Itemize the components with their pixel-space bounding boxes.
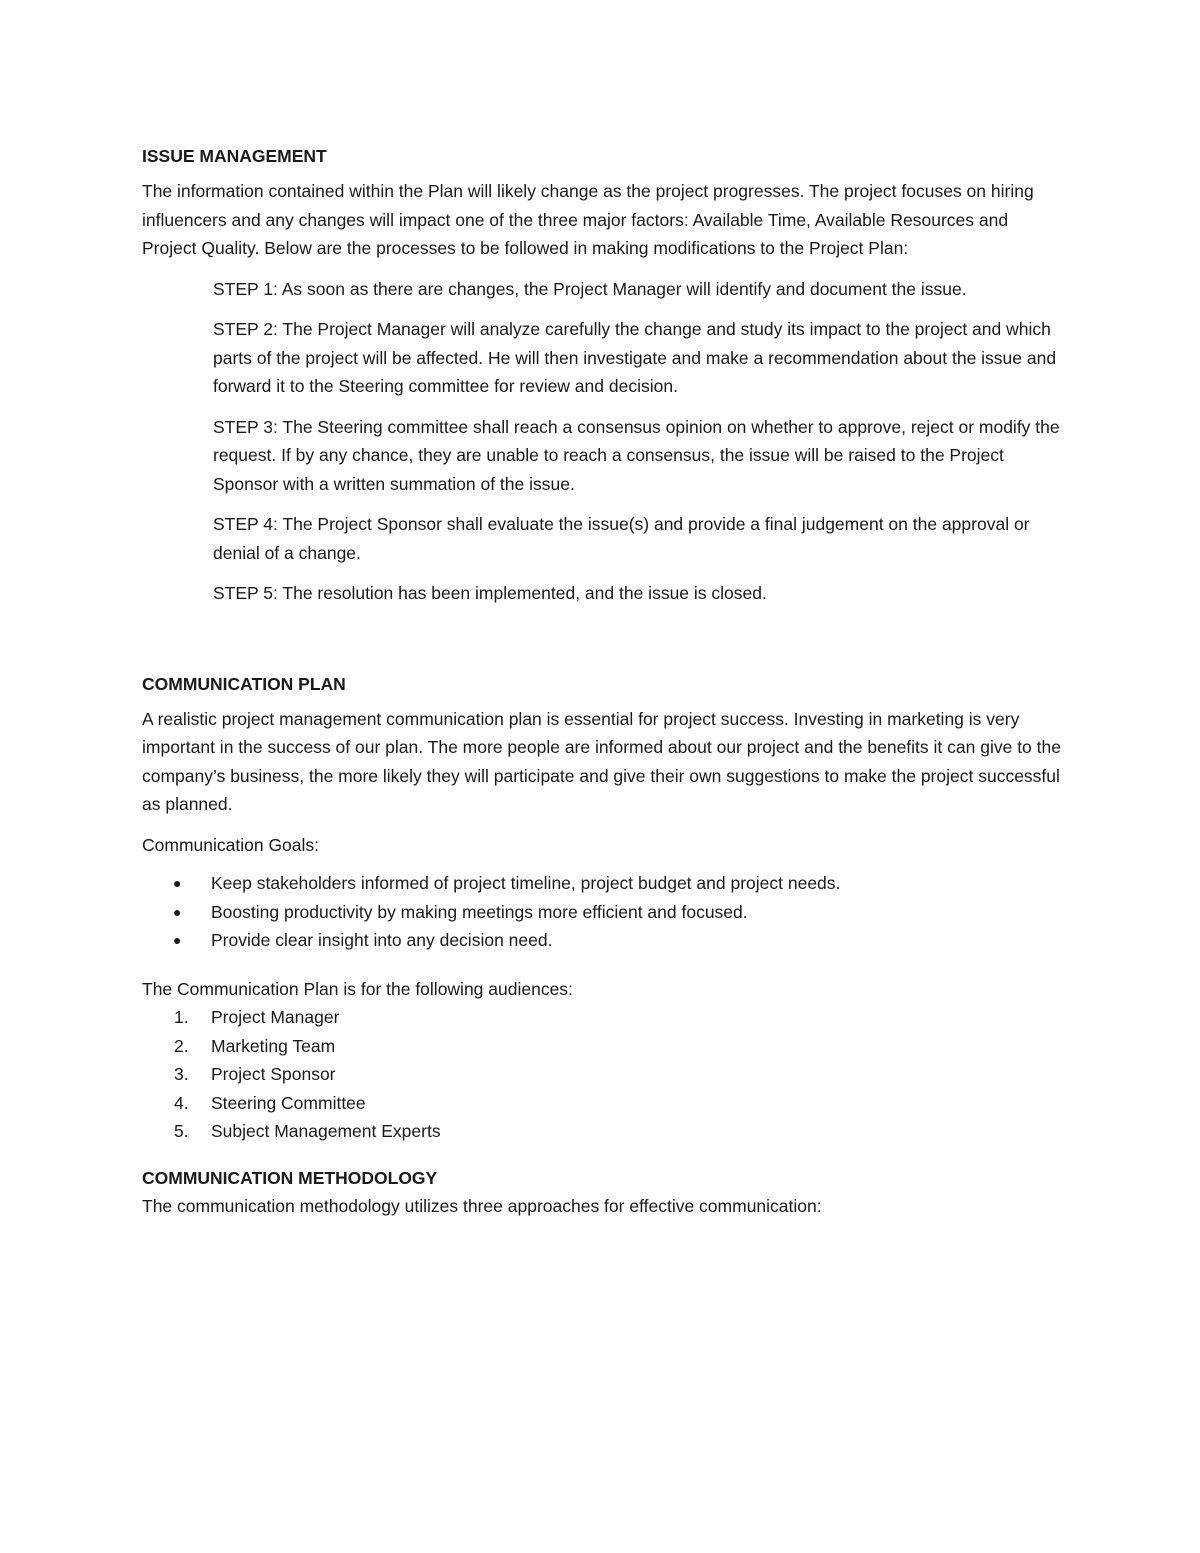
audience-text: Project Sponsor xyxy=(211,1064,336,1084)
list-number: 1. xyxy=(174,1007,189,1027)
list-number: 4. xyxy=(174,1092,189,1113)
list-item xyxy=(142,1003,1062,1032)
document-page xyxy=(142,144,1062,1220)
list-item xyxy=(142,1089,1062,1118)
audience-text: Project Manager xyxy=(211,1007,340,1027)
bullet-icon: ● xyxy=(173,875,182,891)
communication-methodology-heading: COMMUNICATION METHODOLOGY xyxy=(142,1167,438,1188)
list-item xyxy=(142,898,1062,927)
list-number: 5. xyxy=(174,1121,189,1141)
audiences-list xyxy=(142,1003,1062,1146)
list-item xyxy=(142,869,1062,898)
issue-management-intro: The information contained within the Plan will likely change as the project progresses. The project focuses on hiring influencers and any changes will impact one of the three major factors: Available Time, Available Resources and Project Quality. Below are the processes to be followed in making modifications to the Project Plan: xyxy=(142,181,1034,258)
goal-text: Provide clear insight into any decision need. xyxy=(211,930,553,950)
goal-text: Boosting productivity by making meetings more efficient and focused. xyxy=(211,901,748,922)
issue-step-5: STEP 5: The resolution has been implemented, and the issue is closed. xyxy=(213,583,767,603)
communication-plan-intro: A realistic project management communication plan is essential for project success. Investing in marketing is very important in the success of our plan. The more people are informed about our project and the benefits it can give to the company’s business, the more likely they will participate and give their own suggestions to make the project successful as planned. xyxy=(142,708,1061,814)
audience-text: Steering Committee xyxy=(211,1092,366,1113)
issue-step-4: STEP 4: The Project Sponsor shall evaluate the issue(s) and provide a final judgement on the approval or denial of a change. xyxy=(213,514,1030,563)
bullet-icon: ● xyxy=(173,903,182,920)
communication-methodology-intro: The communication methodology utilizes three approaches for effective communication: xyxy=(142,1195,822,1216)
list-number: 2. xyxy=(174,1035,189,1056)
list-item xyxy=(142,926,1062,955)
list-number: 3. xyxy=(174,1064,189,1084)
goal-text: Keep stakeholders informed of project timeline, project budget and project needs. xyxy=(211,873,841,893)
audiences-label: The Communication Plan is for the following audiences: xyxy=(142,978,573,999)
audience-text: Subject Management Experts xyxy=(211,1121,441,1141)
issue-step-2: STEP 2: The Project Manager will analyze carefully the change and study its impact to the project and which parts of the project will be affected. He will then investigate and make a recommendation about the issue and forward it to the Steering committee for review and decision. xyxy=(213,319,1057,396)
list-item xyxy=(142,1117,1062,1146)
issue-management-heading: ISSUE MANAGEMENT xyxy=(142,146,327,166)
section-gap xyxy=(142,608,1062,672)
communication-plan-heading: COMMUNICATION PLAN xyxy=(142,673,346,694)
audience-text: Marketing Team xyxy=(211,1035,336,1056)
bullet-icon: ● xyxy=(173,932,182,948)
communication-goals-list xyxy=(142,869,1062,955)
list-item xyxy=(142,1032,1062,1061)
list-item xyxy=(142,1060,1062,1089)
issue-step-3: STEP 3: The Steering committee shall reach a consensus opinion on whether to approve, reject or modify the request. If by any chance, they are unable to reach a consensus, the issue will be raised to the Project Sponsor with a written summation of the issue. xyxy=(213,416,1060,494)
issue-step-1: STEP 1: As soon as there are changes, the Project Manager will identify and document the issue. xyxy=(213,278,967,299)
communication-goals-label: Communication Goals: xyxy=(142,834,320,855)
